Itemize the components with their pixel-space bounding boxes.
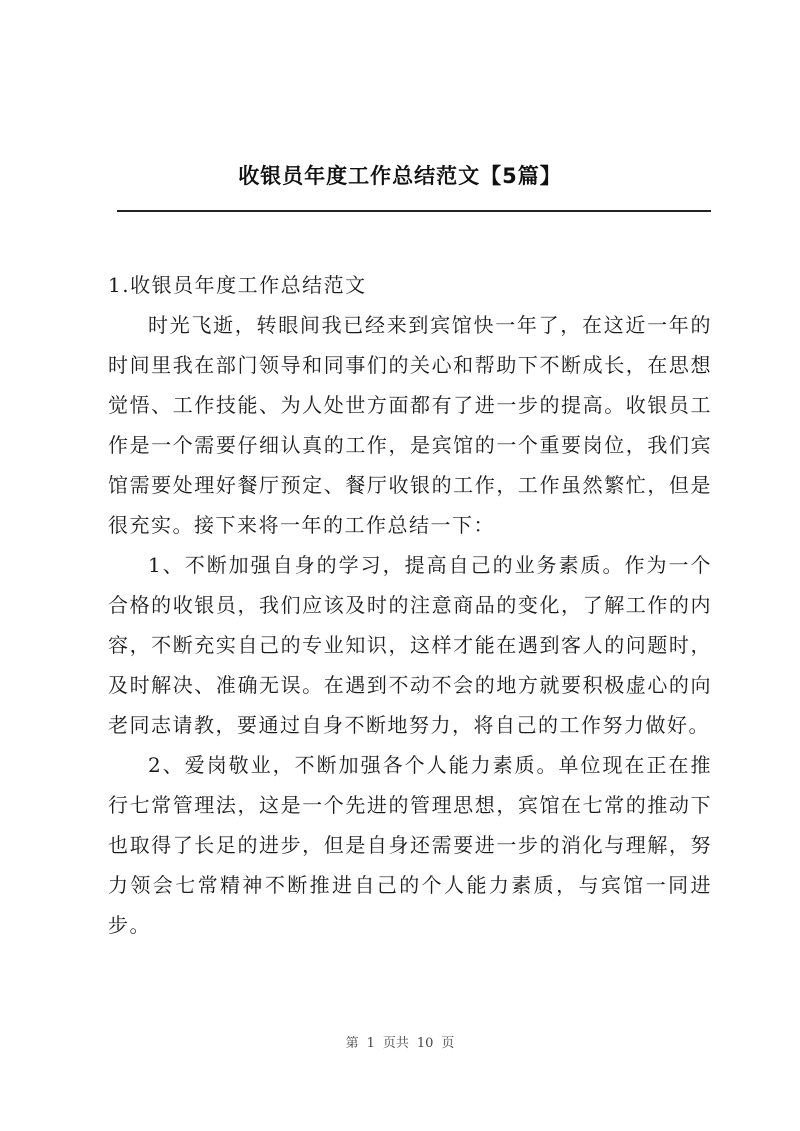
document-title: 收银员年度工作总结范文【5篇】 (238, 164, 562, 188)
page-footer (0, 1032, 800, 1051)
section-heading: 1.收银员年度工作总结范文 (108, 273, 367, 297)
current-page-number: 1 (366, 1036, 375, 1051)
body-paragraph-3: 2、爱岗敬业，不断加强各个人能力素质。单位现在正在推行七常管理法，这是一个先进的管理思想，宾馆在七常的推动下也取得了长足的进步，但是自身还需要进一步的消化与理解，努力领会七常精神不断推进自己的个人能力素质，与宾馆一同进步。 (108, 753, 712, 937)
page-label-middle: 页共 (382, 1036, 409, 1051)
document-body (108, 265, 712, 945)
page-label-prefix: 第 (345, 1036, 359, 1051)
total-pages-number: 10 (416, 1036, 434, 1051)
title-divider (117, 210, 711, 212)
body-paragraph-1: 时光飞逝，转眼间我已经来到宾馆快一年了，在这近一年的时间里我在部门领导和同事们的关心和帮助下不断成长，在思想觉悟、工作技能、为人处世方面都有了进一步的提高。收银员工作是一个需要仔细认真的工作，是宾馆的一个重要岗位，我们宾馆需要处理好餐厅预定、餐厅收银的工作，工作虽然繁忙，但是很充实。接下来将一年的工作总结一下： (108, 313, 712, 537)
page-label-suffix: 页 (441, 1036, 455, 1051)
body-paragraph-2: 1、不断加强自身的学习，提高自己的业务素质。作为一个合格的收银员，我们应该及时的注意商品的变化，了解工作的内容，不断充实自己的专业知识，这样才能在遇到客人的问题时，及时解决、准确无误。在遇到不动不会的地方就要积极虚心的向老同志请教，要通过自身不断地努力，将自己的工作努力做好。 (108, 553, 712, 737)
